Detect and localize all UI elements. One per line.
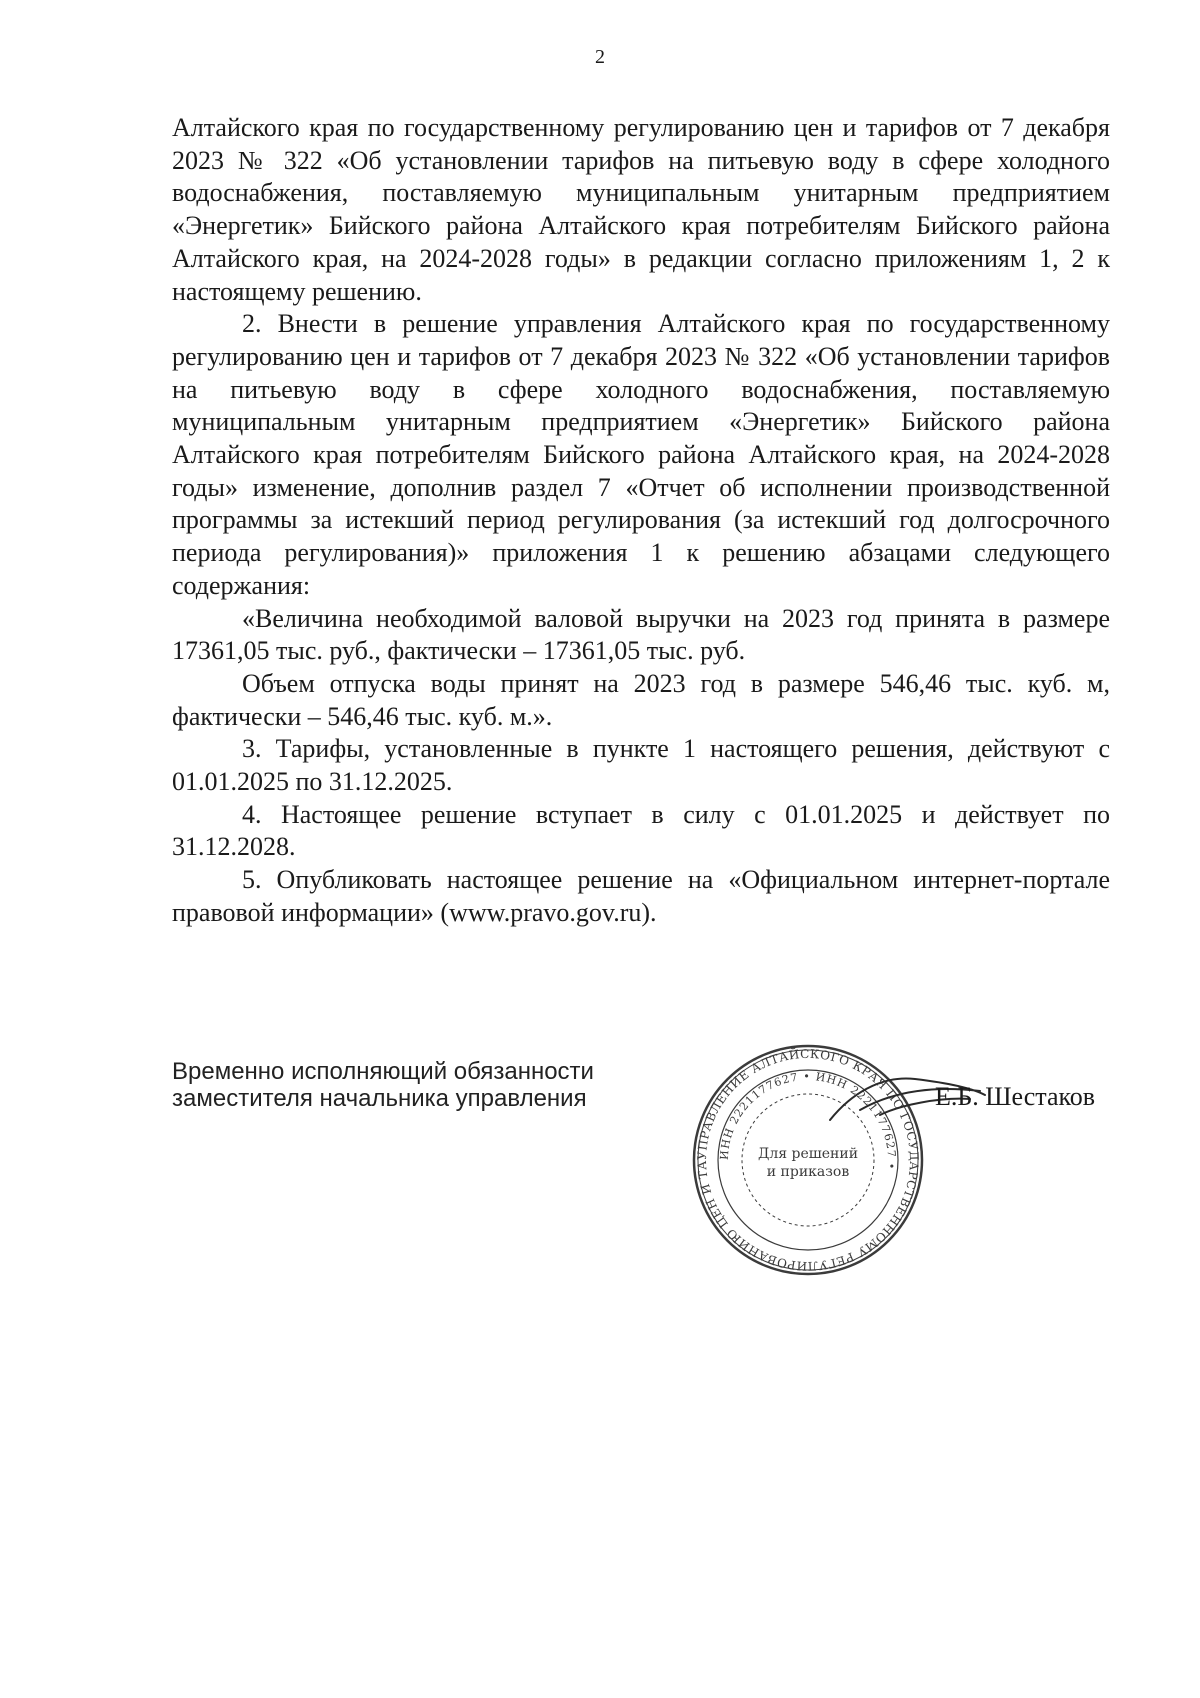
signer-name: Е.Б. Шестаков xyxy=(935,1082,1096,1111)
signature-title-line-1: Временно исполняющий обязанности xyxy=(172,1058,594,1085)
stamp-center-line-1: Для решений xyxy=(757,1146,859,1162)
stamp-center-line-2: и приказов xyxy=(766,1164,850,1180)
paragraph-quote-volume: Объем отпуска воды принят на 2023 год в размере 546,46 тыс. куб. м, фактически – 546,46 тыс. куб. м.». xyxy=(172,668,1110,731)
paragraph-item-2: 2. Внести в решение управления Алтайского края по государственному регулированию цен и тарифов от 7 декабря 2023 № 322 «Об установлении тарифов на питьевую воду в сфере холодного водоснабжения, поставляемую муниципальным унитарным предприятием «Энергетик» Бийского района Алтайского края потребителям Бийского района Алтайского края, на 2024-2028 годы» изменение, дополнив раздел 7 «Отчет об исполнении производственной программы за истекший период регулирования (за истекший год долгосрочного периода регулирования)» приложения 1 к решению абзацами следующего содержания: xyxy=(172,309,1110,600)
paragraph-item-4: 4. Настоящее решение вступает в силу с 01.01.2025 и действует по 31.12.2028. xyxy=(172,799,1110,862)
paragraph-quote-revenue: «Величина необходимой валовой выручки на 2023 год принята в размере 17361,05 тыс. руб., фактически – 17361,05 тыс. руб. xyxy=(172,603,1110,666)
page-number: 2 xyxy=(595,46,605,68)
paragraph-item-3: 3. Тарифы, установленные в пункте 1 настоящего решения, действуют с 01.01.2025 по 31.12.2025. xyxy=(172,734,1110,797)
signature-title xyxy=(172,1058,594,1112)
document-body xyxy=(172,112,1110,930)
paragraph-continuation: Алтайского края по государственному регулированию цен и тарифов от 7 декабря 2023 № 322 «Об установлении тарифов на питьевую воду в сфере холодного водоснабжения, поставляемую муниципальным унитарным предприятием «Энергетик» Бийского района Алтайского края потребителям Бийского района Алтайского края, на 2024-2028 годы» в редакции согласно приложениям 1, 2 к настоящему решению. xyxy=(172,113,1110,306)
signature-title-line-2: заместителя начальника управления xyxy=(172,1085,587,1112)
paragraph-item-5: 5. Опубликовать настоящее решение на «Официальном интернет-портале правовой информации» (www.pravo.gov.ru). xyxy=(172,865,1110,927)
stamp-outer-text: УПРАВЛЕНИЕ АЛТАЙСКОГО КРАЯ ПО ГОСУДАРСТВЕННОМУ РЕГУЛИРОВАНИЮ ЦЕН И ТА xyxy=(694,1046,922,1274)
stamp-inn-text: ИНН 2221177627 • ИНН 2221177627 • xyxy=(717,1069,899,1171)
